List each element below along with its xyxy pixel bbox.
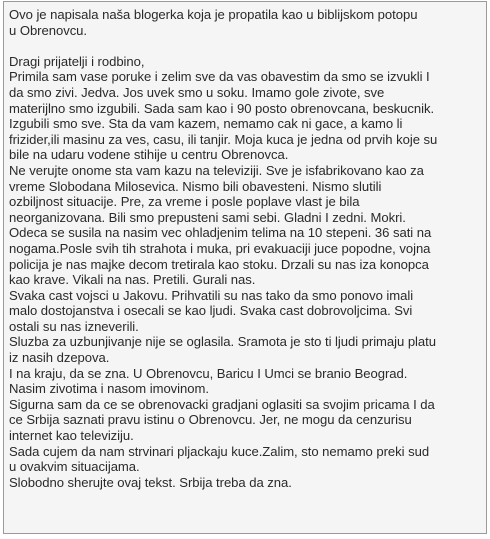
- body-line: Ne verujte onome sta vam kazu na televiziji. Sve je isfabrikovano kao za: [9, 162, 424, 178]
- body-line: I na kraju, da se zna. U Obrenovcu, Baricu I Umci se branio Beograd.: [9, 365, 408, 381]
- body-line: ozbiljnost situacije. Pre, za vreme i posle poplave vlast je bila: [9, 194, 360, 210]
- body-line: u ovakvim situacijama.: [9, 459, 140, 475]
- intro-line: Ovo je napisala naša blogerka koja je propatila kao u biblijskom potopu: [9, 7, 418, 22]
- body-line: materijlno smo izgubili. Sada sam kao i 90 posto obrenovcana, beskucnik.: [9, 100, 435, 116]
- body-line: Svaka cast vojsci u Jakovu. Prihvatili su nas tako da smo ponovo imali: [9, 287, 414, 303]
- body-line: policija je nas majke decom tretirala kao stoku. Drzali su nas iza konopca: [9, 256, 429, 272]
- body-line: internet kao televiziju.: [9, 428, 134, 444]
- intro-line: u Obrenovcu.: [9, 22, 88, 38]
- body-line: da smo zivi. Jedva. Jos uvek smo u soku. Imamo gole zivote, sve: [9, 84, 385, 100]
- greeting-line: Dragi prijatelji i rodbino,: [9, 53, 145, 69]
- body-line: frizider,ili masinu za ves, casu, ili tanjir. Moja kuca je jedna od prvih koje su: [9, 131, 438, 147]
- body-line: Izgubili smo sve. Sta da vam kazem, nemamo cak ni gace, a kamo li: [9, 116, 403, 132]
- body-line: Odeca se susila na nasim vec ohladjenim telima na 10 stepeni. 36 sati na: [9, 225, 432, 241]
- body-line: Primila sam vase poruke i zelim sve da vas obavestim da smo se izvukli I: [9, 69, 430, 85]
- body-line: bile na udaru vodene stihije u centru Obrenovca.: [9, 147, 289, 163]
- body-line: vreme Slobodana Milosevica. Nismo bili obavesteni. Nismo slutili: [9, 178, 382, 194]
- post-text-card: [3, 1, 487, 534]
- body-line: malo dostojanstva i osecali se kao ljudi. Svaka cast dobrovoljcima. Svi: [9, 303, 413, 319]
- body-line: Nasim zivotima i nasom imovinom.: [9, 381, 209, 397]
- post-intro: [9, 7, 482, 38]
- body-line: neorganizovana. Bili smo prepusteni sami sebi. Gladni I zedni. Mokri.: [9, 209, 406, 225]
- post-body: [9, 54, 482, 491]
- body-line: Sada cujem da nam strvinari pljackaju kuce.Zalim, sto nemamo preki sud: [9, 443, 430, 459]
- body-line: iz nasih dzepova.: [9, 350, 110, 366]
- paragraph-gap: [9, 38, 482, 54]
- body-line: ce Srbija saznati pravu istinu o Obrenovcu. Jer, ne mogu da cenzurisu: [9, 412, 412, 428]
- body-line: nogama.Posle svih tih strahota i muka, pri evakuaciji juce popodne, vojna: [9, 240, 431, 256]
- body-line: kao krave. Vikali na nas. Pretili. Gurali nas.: [9, 272, 256, 288]
- body-line: Sluzba za uzbunjivanje nije se oglasila. Sramota je sto ti ljudi primaju platu: [9, 334, 436, 350]
- body-line: ostali su nas izneverili.: [9, 318, 139, 334]
- body-line: Slobodno sherujte ovaj tekst. Srbija treba da zna.: [9, 474, 292, 490]
- body-line: Sigurna sam da ce se obrenovacki gradjani oglasiti sa svojim pricama I da: [9, 396, 435, 412]
